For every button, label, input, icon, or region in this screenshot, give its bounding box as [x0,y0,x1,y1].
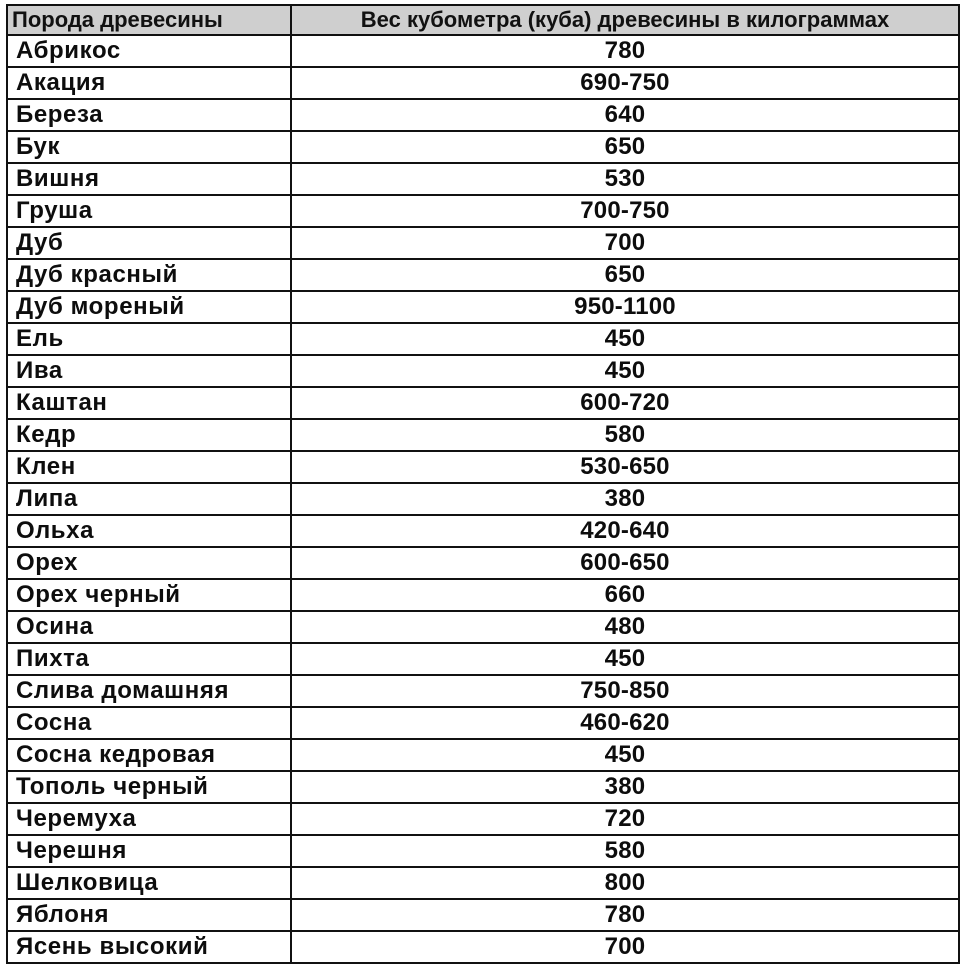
wood-weight-table-container [6,4,958,958]
weight-cell: 450 [291,355,959,387]
weight-cell: 450 [291,739,959,771]
table-row [7,355,959,387]
weight-cell: 580 [291,835,959,867]
wood-type-cell: Орех [7,547,291,579]
wood-type-cell: Шелковица [7,867,291,899]
header-weight: Вес кубометра (куба) древесины в килограммах [291,5,959,35]
table-row [7,163,959,195]
weight-cell: 600-650 [291,547,959,579]
table-row [7,611,959,643]
table-row [7,643,959,675]
table-row [7,35,959,67]
table-row [7,195,959,227]
table-row [7,131,959,163]
wood-type-cell: Береза [7,99,291,131]
wood-type-cell: Яблоня [7,899,291,931]
wood-type-cell: Абрикос [7,35,291,67]
weight-cell: 460-620 [291,707,959,739]
weight-cell: 530-650 [291,451,959,483]
table-row [7,291,959,323]
wood-type-cell: Слива домашняя [7,675,291,707]
weight-cell: 530 [291,163,959,195]
wood-type-cell: Клен [7,451,291,483]
wood-type-cell: Пихта [7,643,291,675]
weight-cell: 780 [291,899,959,931]
wood-type-cell: Липа [7,483,291,515]
table-row [7,67,959,99]
wood-type-cell: Тополь черный [7,771,291,803]
wood-type-cell: Осина [7,611,291,643]
wood-type-cell: Ива [7,355,291,387]
weight-cell: 420-640 [291,515,959,547]
table-row [7,547,959,579]
wood-type-cell: Сосна [7,707,291,739]
wood-weight-table [6,4,960,964]
table-row [7,259,959,291]
weight-cell: 580 [291,419,959,451]
table-row [7,451,959,483]
weight-cell: 690-750 [291,67,959,99]
weight-cell: 720 [291,803,959,835]
weight-cell: 750-850 [291,675,959,707]
wood-type-cell: Дуб [7,227,291,259]
wood-type-cell: Ясень высокий [7,931,291,963]
weight-cell: 800 [291,867,959,899]
weight-cell: 450 [291,323,959,355]
weight-cell: 780 [291,35,959,67]
table-row [7,803,959,835]
wood-type-cell: Ольха [7,515,291,547]
wood-type-cell: Орех черный [7,579,291,611]
wood-type-cell: Акация [7,67,291,99]
table-row [7,835,959,867]
table-row [7,387,959,419]
weight-cell: 650 [291,131,959,163]
table-row [7,931,959,963]
weight-cell: 600-720 [291,387,959,419]
table-row [7,707,959,739]
wood-type-cell: Ель [7,323,291,355]
table-row [7,771,959,803]
wood-type-cell: Черемуха [7,803,291,835]
table-row [7,675,959,707]
weight-cell: 660 [291,579,959,611]
table-row [7,899,959,931]
weight-cell: 650 [291,259,959,291]
weight-cell: 950-1100 [291,291,959,323]
table-row [7,739,959,771]
weight-cell: 700-750 [291,195,959,227]
header-wood-type: Порода древесины [7,5,291,35]
weight-cell: 450 [291,643,959,675]
wood-type-cell: Черешня [7,835,291,867]
weight-cell: 380 [291,483,959,515]
wood-type-cell: Вишня [7,163,291,195]
wood-type-cell: Груша [7,195,291,227]
wood-type-cell: Дуб красный [7,259,291,291]
table-row [7,227,959,259]
table-header-row [7,5,959,35]
table-row [7,515,959,547]
table-row [7,579,959,611]
weight-cell: 700 [291,227,959,259]
wood-type-cell: Кедр [7,419,291,451]
table-row [7,419,959,451]
table-body [7,35,959,963]
wood-type-cell: Каштан [7,387,291,419]
table-row [7,99,959,131]
wood-type-cell: Сосна кедровая [7,739,291,771]
table-row [7,483,959,515]
weight-cell: 480 [291,611,959,643]
wood-type-cell: Дуб мореный [7,291,291,323]
table-row [7,323,959,355]
wood-type-cell: Бук [7,131,291,163]
weight-cell: 380 [291,771,959,803]
weight-cell: 700 [291,931,959,963]
table-row [7,867,959,899]
weight-cell: 640 [291,99,959,131]
